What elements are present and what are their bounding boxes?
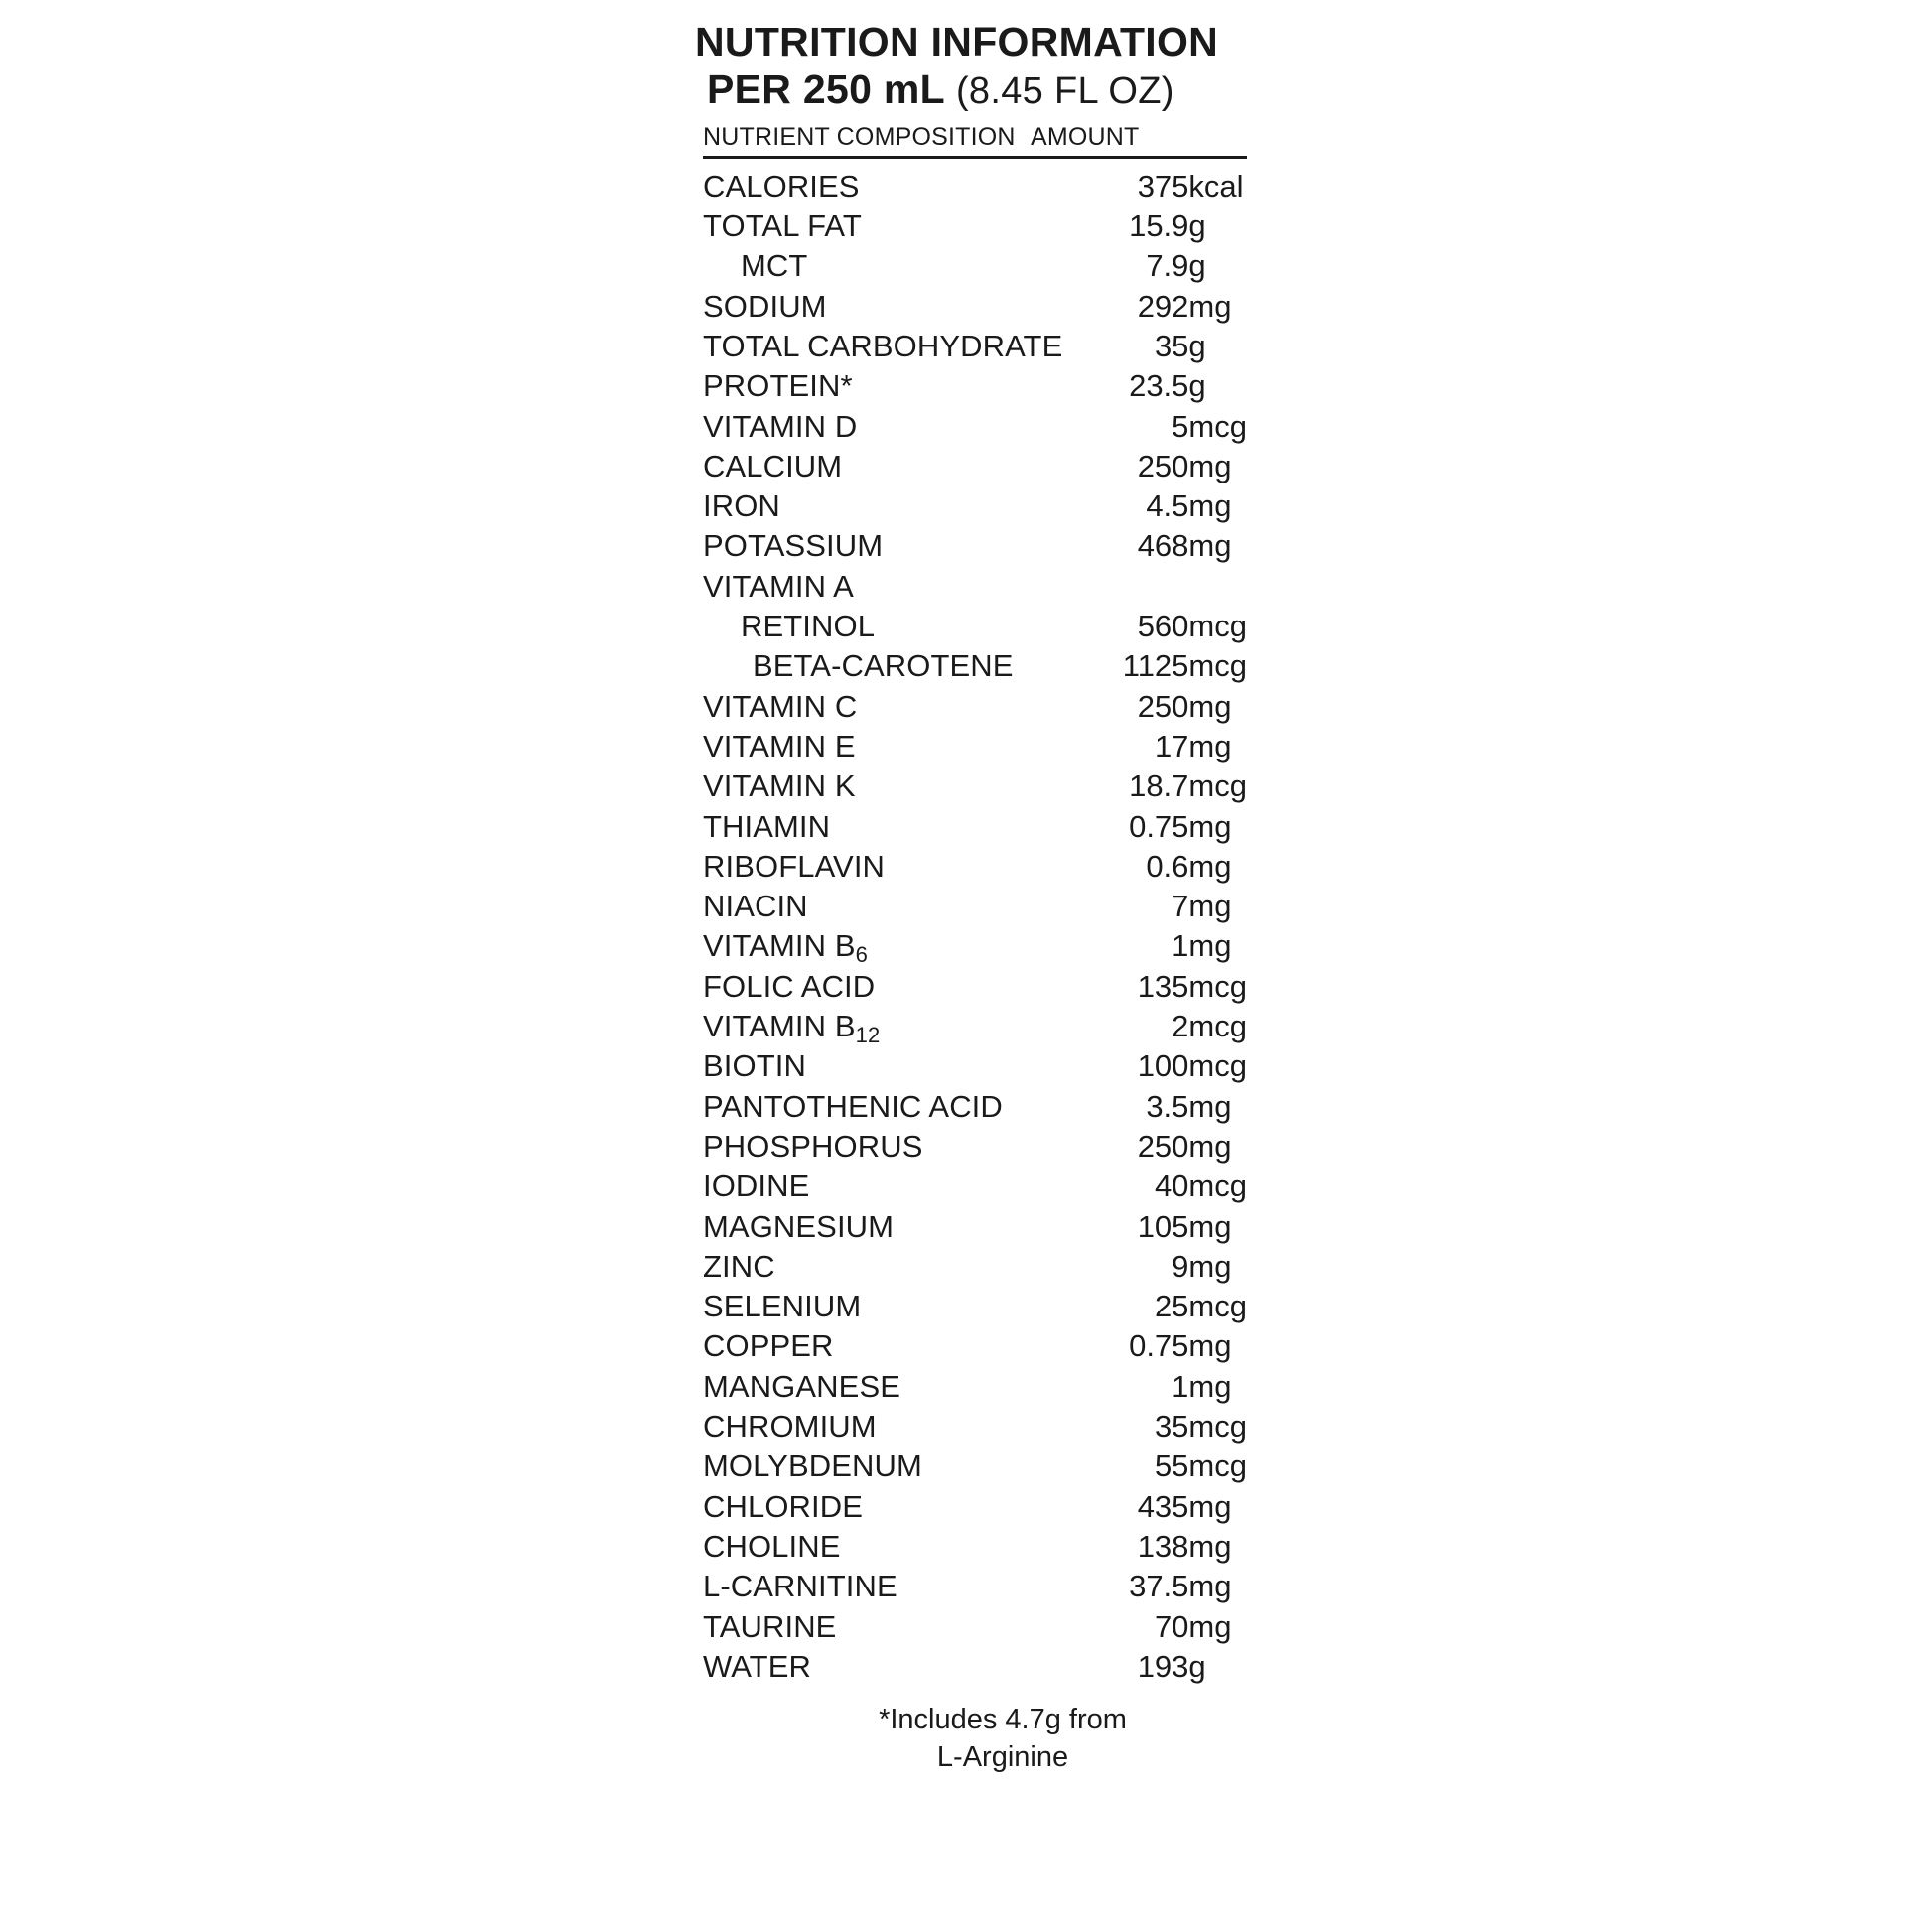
nutrient-amount: 2 bbox=[1172, 1009, 1189, 1044]
nutrient-amount: 18.7 bbox=[1129, 768, 1189, 804]
table-row bbox=[703, 287, 1247, 327]
table-row bbox=[703, 967, 1247, 1007]
nutrient-unit: mcg bbox=[1188, 1169, 1247, 1204]
table-row bbox=[703, 407, 1247, 447]
nutrient-unit bbox=[1188, 567, 1247, 607]
nutrient-unit: mcg bbox=[1188, 1449, 1247, 1484]
nutrient-unit: kcal bbox=[1188, 168, 1244, 204]
nutrient-amount: 135 bbox=[1137, 968, 1189, 1004]
nutrient-name: TAURINE bbox=[703, 1608, 837, 1644]
header-amount: AMOUNT bbox=[1031, 122, 1140, 151]
nutrient-name: BIOTIN bbox=[703, 1048, 806, 1084]
nutrient-amount: 7.9 bbox=[1146, 248, 1189, 284]
table-row bbox=[703, 567, 1247, 607]
table-row bbox=[703, 1407, 1247, 1447]
table-row bbox=[703, 1527, 1247, 1567]
nutrient-table-body bbox=[703, 167, 1247, 1687]
nutrient-amount: 1125 bbox=[1122, 648, 1189, 684]
nutrient-unit: mg bbox=[1188, 688, 1232, 724]
nutrient-name: VITAMIN D bbox=[703, 408, 858, 444]
nutrient-name: SELENIUM bbox=[703, 1289, 862, 1324]
nutrient-amount: 1 bbox=[1172, 1368, 1189, 1404]
nutrient-name: CHROMIUM bbox=[703, 1409, 877, 1445]
table-row bbox=[703, 646, 1247, 686]
nutrient-amount: 7 bbox=[1172, 889, 1189, 924]
table-row bbox=[703, 1046, 1247, 1086]
nutrient-amount: 0.75 bbox=[1129, 808, 1189, 844]
nutrient-unit: mg bbox=[1188, 1608, 1232, 1644]
serving-size-metric: PER 250 mL bbox=[707, 66, 945, 112]
nutrient-unit: mg bbox=[1188, 1208, 1232, 1244]
table-row bbox=[703, 207, 1247, 246]
nutrient-name: VITAMIN C bbox=[703, 688, 858, 724]
nutrient-name-base: VITAMIN B bbox=[703, 928, 856, 964]
nutrient-unit: mg bbox=[1188, 728, 1232, 763]
nutrient-amount: 0.6 bbox=[1146, 848, 1189, 884]
nutrient-name: VITAMIN A bbox=[703, 568, 854, 604]
nutrient-name-subscript: 12 bbox=[855, 1023, 881, 1048]
nutrient-name: RIBOFLAVIN bbox=[703, 848, 886, 884]
table-row bbox=[703, 1087, 1247, 1127]
nutrient-unit: mg bbox=[1188, 1328, 1232, 1364]
nutrient-name: MCT bbox=[741, 248, 808, 284]
label-title-block bbox=[695, 20, 1251, 113]
nutrient-name: NIACIN bbox=[703, 889, 808, 924]
nutrition-information-panel bbox=[695, 20, 1251, 1777]
nutrient-amount: 25 bbox=[1154, 1289, 1189, 1324]
nutrient-unit: mcg bbox=[1188, 968, 1247, 1004]
nutrient-unit: mg bbox=[1188, 1528, 1232, 1564]
table-row bbox=[703, 1167, 1247, 1206]
nutrient-amount: 250 bbox=[1137, 688, 1189, 724]
serving-size-imperial: (8.45 FL OZ) bbox=[955, 69, 1174, 112]
table-row bbox=[703, 1007, 1247, 1046]
nutrient-name: MAGNESIUM bbox=[703, 1208, 895, 1244]
nutrient-amount: 435 bbox=[1137, 1488, 1189, 1524]
nutrient-amount: 9 bbox=[1172, 1248, 1189, 1284]
nutrient-unit: g bbox=[1188, 329, 1206, 363]
nutrient-amount: 292 bbox=[1137, 288, 1189, 324]
nutrient-amount: 4.5 bbox=[1146, 488, 1189, 524]
table-row bbox=[703, 1647, 1247, 1687]
nutrient-unit: mcg bbox=[1188, 768, 1247, 804]
nutrient-name: CALCIUM bbox=[703, 448, 843, 483]
nutrient-amount: 468 bbox=[1137, 528, 1189, 564]
table-row bbox=[703, 1207, 1247, 1247]
nutrient-unit: mg bbox=[1188, 848, 1232, 884]
nutrient-name: CHOLINE bbox=[703, 1528, 841, 1564]
nutrient-unit: mcg bbox=[1188, 408, 1247, 444]
table-row bbox=[703, 447, 1247, 486]
nutrient-amount: 35 bbox=[1154, 1409, 1189, 1445]
table-row bbox=[703, 607, 1247, 646]
table-row bbox=[703, 1607, 1247, 1647]
nutrient-amount: 17 bbox=[1154, 728, 1189, 763]
table-row bbox=[703, 526, 1247, 566]
nutrient-table bbox=[703, 167, 1247, 1687]
table-row bbox=[703, 926, 1247, 966]
nutrient-amount: 5 bbox=[1172, 408, 1189, 444]
nutrient-unit: mg bbox=[1188, 1088, 1232, 1124]
header-nutrient-composition: NUTRIENT COMPOSITION bbox=[703, 122, 1016, 151]
nutrient-unit: g bbox=[1188, 1648, 1206, 1684]
nutrient-name: TOTAL CARBOHYDRATE bbox=[703, 329, 1063, 363]
nutrient-unit: mg bbox=[1188, 448, 1232, 483]
nutrient-name: VITAMIN E bbox=[703, 728, 856, 763]
table-row bbox=[703, 1127, 1247, 1167]
nutrient-name: L-CARNITINE bbox=[703, 1569, 897, 1604]
nutrient-unit: mg bbox=[1188, 528, 1232, 564]
table-row bbox=[703, 1367, 1247, 1407]
nutrient-amount: 560 bbox=[1137, 609, 1189, 644]
nutrient-amount: 3.5 bbox=[1146, 1088, 1189, 1124]
nutrient-unit: mg bbox=[1188, 1248, 1232, 1284]
label-title: NUTRITION INFORMATION bbox=[695, 19, 1219, 65]
table-row bbox=[703, 807, 1247, 847]
nutrient-amount: 105 bbox=[1137, 1208, 1189, 1244]
table-row bbox=[703, 486, 1247, 526]
nutrient-name bbox=[703, 1007, 1076, 1046]
nutrient-name: FOLIC ACID bbox=[703, 968, 876, 1004]
nutrient-unit: mcg bbox=[1188, 1289, 1247, 1324]
nutrient-name: POTASSIUM bbox=[703, 528, 884, 564]
nutrient-unit: g bbox=[1188, 248, 1206, 284]
table-row bbox=[703, 246, 1247, 286]
table-header bbox=[703, 123, 1247, 159]
nutrient-name: PROTEIN* bbox=[703, 368, 853, 404]
nutrient-unit: mg bbox=[1188, 1569, 1232, 1604]
nutrient-amount: 1 bbox=[1172, 928, 1189, 964]
nutrient-unit: g bbox=[1188, 208, 1206, 244]
table-row bbox=[703, 727, 1247, 766]
nutrient-amount: 37.5 bbox=[1129, 1569, 1189, 1604]
nutrient-name: MOLYBDENUM bbox=[703, 1449, 922, 1484]
label-serving-size bbox=[707, 68, 1251, 113]
nutrient-unit: mcg bbox=[1188, 1009, 1247, 1044]
nutrient-name: PANTOTHENIC ACID bbox=[703, 1088, 1003, 1124]
nutrient-name-base: VITAMIN B bbox=[703, 1009, 856, 1044]
nutrient-name: SODIUM bbox=[703, 288, 827, 324]
nutrient-unit: mcg bbox=[1188, 1409, 1247, 1445]
nutrient-amount: 55 bbox=[1154, 1449, 1189, 1484]
nutrient-name: TOTAL FAT bbox=[703, 208, 862, 244]
nutrient-name: THIAMIN bbox=[703, 808, 831, 844]
nutrient-amount: 100 bbox=[1137, 1048, 1189, 1084]
nutrient-name bbox=[703, 926, 1076, 966]
nutrient-amount: 35 bbox=[1154, 329, 1189, 363]
nutrient-unit: mg bbox=[1188, 1488, 1232, 1524]
nutrient-amount: 40 bbox=[1154, 1169, 1189, 1204]
table-row bbox=[703, 847, 1247, 887]
nutrient-name: ZINC bbox=[703, 1248, 775, 1284]
nutrient-name: RETINOL bbox=[741, 609, 876, 644]
table-row bbox=[703, 1567, 1247, 1606]
table-row bbox=[703, 887, 1247, 926]
nutrient-name: CALORIES bbox=[703, 168, 860, 204]
nutrient-amount: 70 bbox=[1154, 1608, 1189, 1644]
nutrient-unit: mcg bbox=[1188, 648, 1247, 684]
nutrient-name: BETA-CAROTENE bbox=[753, 648, 1014, 684]
nutrient-amount: 250 bbox=[1137, 1128, 1189, 1164]
nutrient-amount bbox=[1076, 567, 1189, 607]
nutrient-amount: 250 bbox=[1137, 448, 1189, 483]
nutrient-name: VITAMIN K bbox=[703, 768, 856, 804]
nutrient-name: MANGANESE bbox=[703, 1368, 900, 1404]
nutrient-name: WATER bbox=[703, 1648, 811, 1684]
nutrient-unit: mg bbox=[1188, 488, 1232, 524]
nutrient-unit: mg bbox=[1188, 889, 1232, 924]
nutrient-amount: 375 bbox=[1137, 168, 1189, 204]
nutrient-amount: 0.75 bbox=[1129, 1328, 1189, 1364]
nutrient-unit: mg bbox=[1188, 1368, 1232, 1404]
nutrient-amount: 23.5 bbox=[1129, 368, 1189, 404]
nutrient-unit: mcg bbox=[1188, 609, 1247, 644]
table-row bbox=[703, 1287, 1247, 1326]
table-row bbox=[703, 1487, 1247, 1527]
nutrient-name: PHOSPHORUS bbox=[703, 1128, 923, 1164]
table-row bbox=[703, 167, 1247, 207]
nutrient-name: IODINE bbox=[703, 1169, 810, 1204]
table-row bbox=[703, 327, 1247, 366]
table-row bbox=[703, 1447, 1247, 1486]
nutrient-unit: mg bbox=[1188, 288, 1232, 324]
table-row bbox=[703, 687, 1247, 727]
nutrient-name: CHLORIDE bbox=[703, 1488, 863, 1524]
footnote bbox=[695, 1701, 1251, 1777]
nutrient-name: COPPER bbox=[703, 1328, 834, 1364]
nutrient-name-subscript: 6 bbox=[855, 942, 868, 968]
nutrient-amount: 193 bbox=[1137, 1648, 1189, 1684]
nutrient-amount: 138 bbox=[1137, 1528, 1189, 1564]
table-row bbox=[703, 766, 1247, 806]
nutrient-name: IRON bbox=[703, 488, 780, 524]
table-row bbox=[703, 1326, 1247, 1366]
footnote-line-2: L-Arginine bbox=[936, 1741, 1069, 1774]
table-row bbox=[703, 366, 1247, 406]
footnote-line-1: *Includes 4.7g from bbox=[879, 1704, 1127, 1736]
nutrient-amount: 15.9 bbox=[1129, 208, 1189, 244]
nutrient-unit: mg bbox=[1188, 928, 1232, 964]
nutrient-unit: mcg bbox=[1188, 1048, 1247, 1084]
table-row bbox=[703, 1247, 1247, 1287]
nutrient-unit: mg bbox=[1188, 1128, 1232, 1164]
nutrient-unit: mg bbox=[1188, 808, 1232, 844]
nutrient-unit: g bbox=[1188, 368, 1206, 404]
